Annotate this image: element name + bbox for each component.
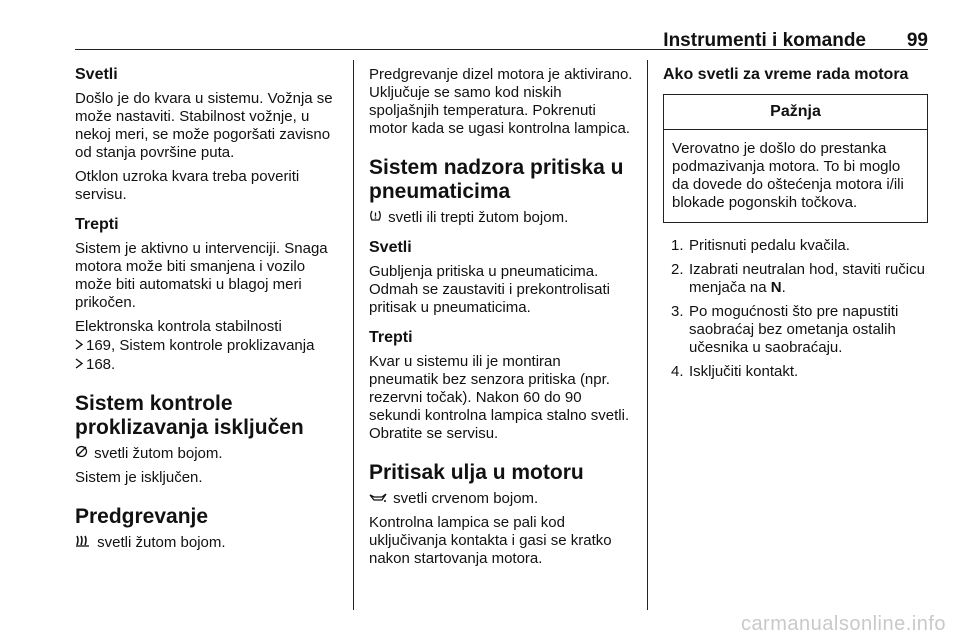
paragraph: Sistem je isključen. [75, 469, 203, 486]
ref-arrow-icon [75, 355, 84, 373]
column-divider-1 [353, 60, 354, 610]
list-item: 3. Po mogućnosti što pre napustiti saobraćaj bez ometanja ostalih učesnika u saobraćaju. [671, 303, 899, 356]
page-header [75, 22, 928, 51]
oil-pressure-icon [369, 489, 387, 507]
tire-pressure-icon [369, 208, 382, 226]
paragraph: Gubljenja pritiska u pneumaticima. Odmah se zaustaviti i prekontrolisati pritisak u pneumaticima. [369, 263, 610, 316]
paragraph: Predgrevanje dizel motora je aktivirano. Uključuje se samo kod niskih spoljašnjih temperatura. Pokrenuti motor kada se ugasi kontrolna lampica. [369, 66, 633, 137]
cross-reference[interactable] [75, 355, 340, 374]
indicator-line: svetli ili trepti žutom bojom. [369, 208, 634, 227]
callout-title: Pažnja [664, 95, 927, 130]
paragraph: Elektronska kontrola stabilnosti [75, 318, 282, 335]
paragraph: Došlo je do kvara u sistemu. Vožnja se može nastaviti. Stabilnost vožnje, u nekoj meri, se može pogoršati zavisno od stanja površine puta. [75, 90, 333, 161]
paragraph: Sistem je aktivno u intervenciji. Snaga motora može biti smanjena i vozilo može biti automatski u blagoj meri prikočen. [75, 240, 328, 311]
callout-text: Verovatno je došlo do prestanka podmazivanja motora. To bi moglo da dovede do oštećenja motora i/ili blokade pogonskih točkova. [672, 140, 904, 211]
ref-arrow-icon [75, 336, 84, 354]
cross-reference[interactable] [75, 336, 340, 355]
watermark: carmanualsonline.info [740, 613, 946, 635]
section-heading: Sistem kontrole proklizavanja isključen [75, 392, 304, 439]
subsection-heading: Ako svetli za vreme rada motora [663, 66, 909, 83]
column-1 [75, 60, 340, 552]
section-heading: Predgrevanje [75, 505, 209, 528]
heading-svetli: Svetli [369, 239, 412, 256]
section-heading: Sistem nadzora pritiska u pneumaticima [369, 156, 624, 203]
steps-list [663, 237, 928, 381]
caution-callout [663, 94, 928, 223]
indicator-line: svetli žutom bojom. [75, 444, 340, 463]
heading-svetli: Svetli [75, 66, 118, 83]
paragraph: Kvar u sistemu ili je montiran pneumatik bez senzora pritiska (npr. rezervni točak). Nakon 60 do 90 sekundi kontrolna lampica stalno svetli. Obratite se servisu. [369, 353, 630, 442]
traction-control-off-icon [75, 444, 88, 462]
list-item: 2. Izabrati neutralan hod, staviti ručicu menjača na N. [671, 261, 925, 296]
list-item: 4. Isključiti kontakt. [671, 363, 799, 380]
column-divider-2 [647, 60, 648, 610]
list-item: 1. Pritisnuti pedalu kvačila. [671, 237, 850, 254]
column-2 [369, 60, 634, 568]
section-heading: Pritisak ulja u motoru [369, 461, 584, 484]
glow-plug-icon [75, 533, 91, 551]
paragraph: Otklon uzroka kvara treba poveriti servisu. [75, 168, 300, 203]
column-3 [663, 60, 928, 387]
ref-text: 169, Sistem kontrole proklizavanja [86, 337, 315, 354]
heading-trepti: Trepti [75, 216, 119, 233]
page-number: 99 [906, 30, 928, 51]
indicator-line: svetli crvenom bojom. [369, 489, 634, 508]
header-divider [75, 49, 928, 50]
indicator-line: svetli žutom bojom. [75, 533, 340, 552]
heading-trepti: Trepti [369, 329, 413, 346]
header-title: Instrumenti i komande [663, 30, 866, 51]
paragraph: Kontrolna lampica se pali kod uključivanja kontakta i gasi se kratko nakon startovanja motora. [369, 514, 612, 567]
ref-text: 168. [86, 356, 116, 373]
